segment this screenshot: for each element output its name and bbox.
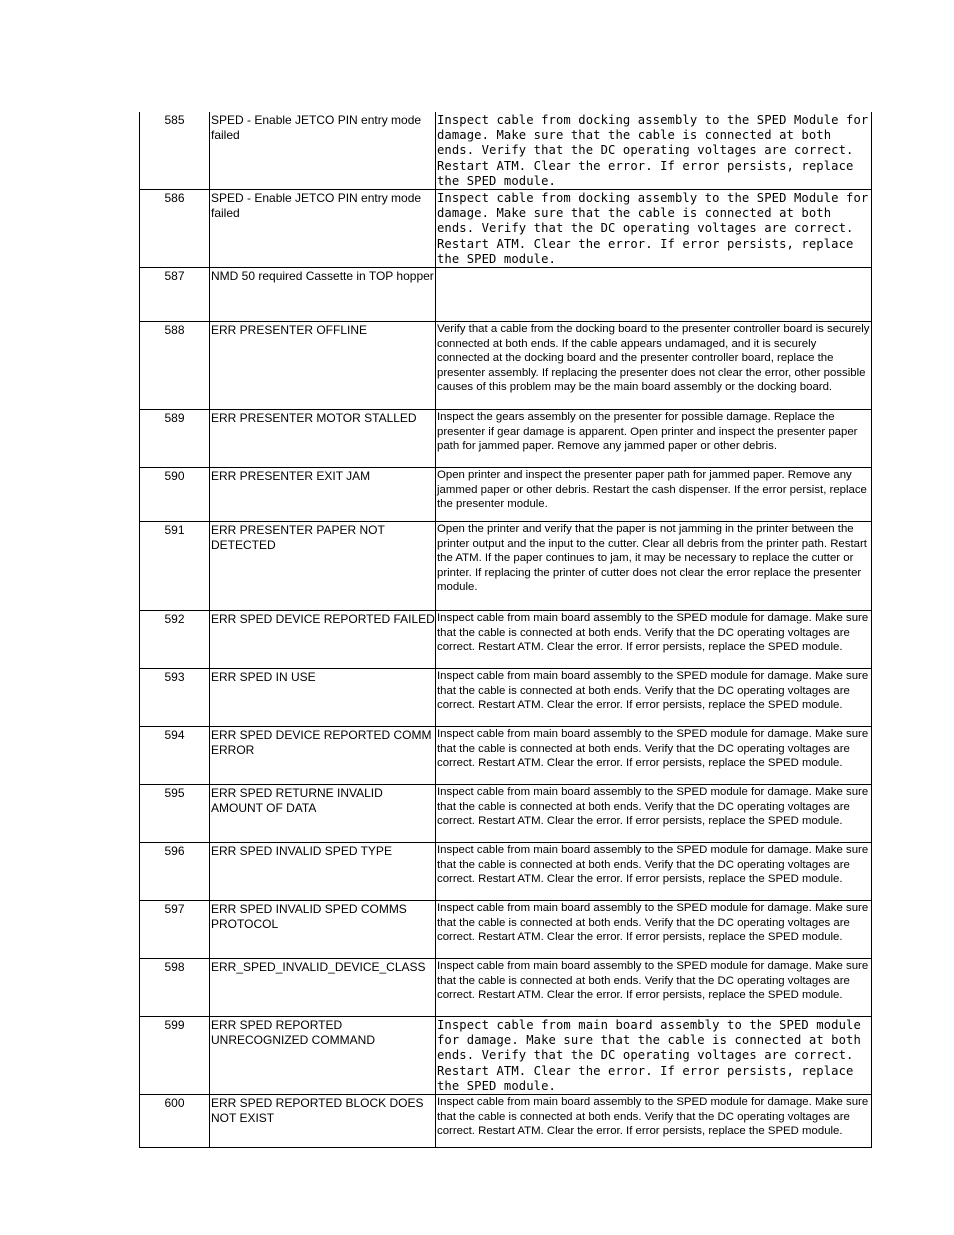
table-row <box>140 268 872 322</box>
corrective-action: Inspect cable from main board assembly to the SPED module for damage. Make sure that the cable is connected at both ends. Verify that the DC operating voltages are correct. Restart ATM. Clear the error. If error persists, replace the SPED module. <box>436 669 872 727</box>
error-code: 588 <box>140 322 210 410</box>
table-row <box>140 190 872 268</box>
error-description: ERR PRESENTER EXIT JAM <box>210 468 436 522</box>
error-description: SPED - Enable JETCO PIN entry mode failed <box>210 112 436 190</box>
table-row <box>140 843 872 901</box>
error-description: NMD 50 required Cassette in TOP hopper <box>210 268 436 322</box>
table-row <box>140 1095 872 1148</box>
error-description: ERR SPED INVALID SPED COMMS PROTOCOL <box>210 901 436 959</box>
table-row <box>140 410 872 468</box>
error-code: 593 <box>140 669 210 727</box>
error-code: 589 <box>140 410 210 468</box>
table-row <box>140 669 872 727</box>
corrective-action: Inspect cable from main board assembly to the SPED module for damage. Make sure that the cable is connected at both ends. Verify that the DC operating voltages are correct. Restart ATM. Clear the error. If error persists, replace the SPED module. <box>436 959 872 1017</box>
error-description: ERR SPED REPORTED BLOCK DOES NOT EXIST <box>210 1095 436 1148</box>
corrective-action: Open printer and inspect the presenter paper path for jammed paper. Remove any jammed paper or other debris. Restart the cash dispenser. If the error persist, replace the presenter module. <box>436 468 872 522</box>
corrective-action <box>436 268 872 322</box>
corrective-action: Open the printer and verify that the paper is not jamming in the printer between the printer output and the input to the cutter. Clear all debris from the printer path. Restart the ATM. If the paper continues to jam, it may be necessary to replace the cutter or printer. If replacing the printer of cutter does not clear the error replace the presenter module. <box>436 522 872 611</box>
corrective-action: Verify that a cable from the docking board to the presenter controller board is securely connected at both ends. If the cable appears undamaged, and it is securely connected at the docking board and the presenter controller board, replace the presenter assembly. If replacing the presenter does not clear the error, other possible causes of this problem may be the main board assembly or the docking board. <box>436 322 872 410</box>
error-code-table <box>139 112 872 1148</box>
corrective-action: Inspect cable from main board assembly to the SPED module for damage. Make sure that the cable is connected at both ends. Verify that the DC operating voltages are correct. Restart ATM. Clear the error. If error persists, replace the SPED module. <box>436 727 872 785</box>
corrective-action: Inspect cable from main board assembly to the SPED module for damage. Make sure that the cable is connected at both ends. Verify that the DC operating voltages are correct. Restart ATM. Clear the error. If error persists, replace the SPED module. <box>436 611 872 669</box>
error-code: 592 <box>140 611 210 669</box>
table-row <box>140 785 872 843</box>
error-code: 598 <box>140 959 210 1017</box>
error-description: ERR PRESENTER PAPER NOT DETECTED <box>210 522 436 611</box>
table-row <box>140 468 872 522</box>
corrective-action: Inspect cable from main board assembly to the SPED module for damage. Make sure that the cable is connected at both ends. Verify that the DC operating voltages are correct. Restart ATM. Clear the error. If error persists, replace the SPED module. <box>436 1095 872 1148</box>
error-description: ERR PRESENTER MOTOR STALLED <box>210 410 436 468</box>
table-row <box>140 901 872 959</box>
error-code: 596 <box>140 843 210 901</box>
error-description: ERR SPED RETURNE INVALID AMOUNT OF DATA <box>210 785 436 843</box>
error-code: 600 <box>140 1095 210 1148</box>
corrective-action: Inspect cable from main board assembly to the SPED module for damage. Make sure that the cable is connected at both ends. Verify that the DC operating voltages are correct. Restart ATM. Clear the error. If error persists, replace the SPED module. <box>436 1017 872 1095</box>
error-code: 587 <box>140 268 210 322</box>
error-description: SPED - Enable JETCO PIN entry mode failed <box>210 190 436 268</box>
corrective-action: Inspect cable from main board assembly to the SPED module for damage. Make sure that the cable is connected at both ends. Verify that the DC operating voltages are correct. Restart ATM. Clear the error. If error persists, replace the SPED module. <box>436 843 872 901</box>
error-code: 591 <box>140 522 210 611</box>
corrective-action: Inspect cable from docking assembly to the SPED Module for damage. Make sure that the cable is connected at both ends. Verify that the DC operating voltages are correct. Restart ATM. Clear the error. If error persists, replace the SPED module. <box>436 112 872 190</box>
table-row <box>140 1017 872 1095</box>
error-code: 594 <box>140 727 210 785</box>
error-description: ERR PRESENTER OFFLINE <box>210 322 436 410</box>
error-description: ERR SPED IN USE <box>210 669 436 727</box>
error-code: 590 <box>140 468 210 522</box>
corrective-action: Inspect cable from main board assembly to the SPED module for damage. Make sure that the cable is connected at both ends. Verify that the DC operating voltages are correct. Restart ATM. Clear the error. If error persists, replace the SPED module. <box>436 785 872 843</box>
table-row <box>140 522 872 611</box>
table-row <box>140 112 872 190</box>
error-description: ERR SPED REPORTED UNRECOGNIZED COMMAND <box>210 1017 436 1095</box>
table-row <box>140 611 872 669</box>
error-code: 586 <box>140 190 210 268</box>
error-description: ERR_SPED_INVALID_DEVICE_CLASS <box>210 959 436 1017</box>
error-code: 597 <box>140 901 210 959</box>
table-row <box>140 959 872 1017</box>
error-code: 599 <box>140 1017 210 1095</box>
error-description: ERR SPED INVALID SPED TYPE <box>210 843 436 901</box>
corrective-action: Inspect cable from docking assembly to the SPED Module for damage. Make sure that the cable is connected at both ends. Verify that the DC operating voltages are correct. Restart ATM. Clear the error. If error persists, replace the SPED module. <box>436 190 872 268</box>
corrective-action: Inspect cable from main board assembly to the SPED module for damage. Make sure that the cable is connected at both ends. Verify that the DC operating voltages are correct. Restart ATM. Clear the error. If error persists, replace the SPED module. <box>436 901 872 959</box>
table-row <box>140 322 872 410</box>
error-description: ERR SPED DEVICE REPORTED COMM ERROR <box>210 727 436 785</box>
table-row <box>140 727 872 785</box>
error-code: 585 <box>140 112 210 190</box>
corrective-action: Inspect the gears assembly on the presenter for possible damage. Replace the presenter if gear damage is apparent. Open printer and inspect the presenter paper path for jammed paper. Remove any jammed paper or other debris. <box>436 410 872 468</box>
error-description: ERR SPED DEVICE REPORTED FAILED <box>210 611 436 669</box>
error-code: 595 <box>140 785 210 843</box>
